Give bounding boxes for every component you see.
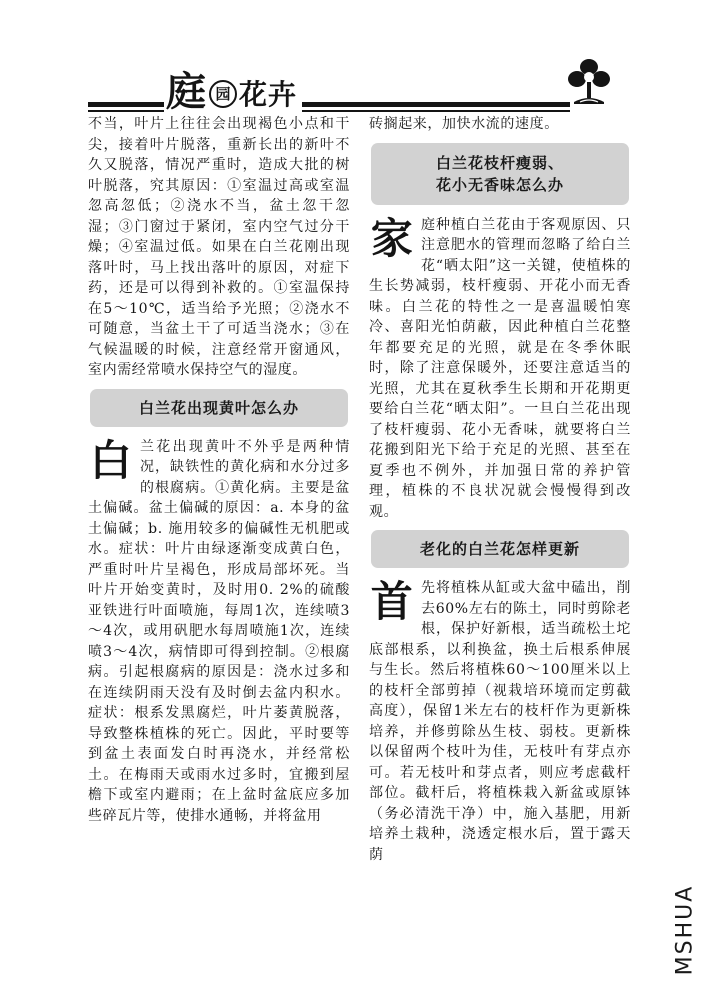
header-rule-left [88, 102, 164, 107]
watermark [670, 870, 700, 990]
section-heading-line-2: 花小无香味怎么办 [435, 175, 564, 194]
section-body-weak-stems [369, 215, 631, 523]
flower-logo-icon [568, 58, 610, 106]
right-column [369, 114, 631, 865]
section-heading-renewal [371, 530, 629, 568]
column-title-circled-char: 园 [209, 80, 237, 108]
column-title-big-char: 庭 [166, 68, 207, 115]
drop-cap: 首 [370, 577, 414, 626]
section-body-text: 先将植株从缸或大盆中磕出，削去60%左右的陈土，同时剪除老根，保护好新根，适当疏松土坨底部根系，以利换盆，换土后根系伸展与生长。然后将植株60～100厘米以上的枝杆全部剪掉（视栽培环境而定剪截高度），保留1米左右的枝杆作为更新株培养，并修剪除丛生枝、弱枝。更新株以保留两个枝叶为佳，无枝叶有芽点亦可。若无枝叶和芽点者，则应考虑截杆部位。截杆后，将植株栽入新盆或原钵（务必清洗干净）中，施入基肥，用新培养土栽种，浇透定根水后，置于露天荫 [369, 580, 631, 863]
column-title [166, 66, 298, 115]
section-body-yellow-leaves [88, 437, 350, 827]
drop-cap: 家 [370, 213, 414, 263]
section-heading-weak-stems [371, 143, 629, 205]
section-body-text: 兰花出现黄叶不外乎是两种情况，缺铁性的黄化病和水分过多的根腐病。①黄化病。主要是盆土偏碱。盆土偏碱的原因：a. 本身的盆土偏碱；b. 施用较多的偏碱性无机肥或水。症状：叶片由绿逐渐变成黄白色，严重时叶片呈褐色，形成局部坏死。当叶片开始变黄时，及时用0. 2%的硫酸亚铁进行叶面喷施，每周1次，连续喷3～4次，或用矾肥水每周喷施1次，连续喷3～4次，病情即可得到控制。②根腐病。引起根腐病的原因是：浇水过多和在连续阴雨天没有及时倒去盆内积水。症状：根系发黑腐烂，叶片萎黄脱落，导致整株植株的死亡。因此，平时要等到盆土表面发白时再浇水，并经常松土。在梅雨天或雨水过多时，宜搬到屋檐下或室内避雨；在上盆时盆底应多加些碎瓦片等，使排水通畅，并将盆用 [88, 438, 350, 824]
section-body-text: 庭种植白兰花由于客观原因、只注意肥水的管理而忽略了给白兰花“晒太阳”这一关键，使植株的生长势减弱，枝杆瘦弱、开花小而无香味。白兰花的特性之一是喜温暖怕寒冷、喜阳光怕荫蔽，因此种植白兰花整年都要充足的光照，就是在冬季休眠时，除了注意保暖外，还要注意适当的光照，尤其在夏秋季生长期和开花期更要给白兰花“晒太阳”。一旦白兰花出现了枝杆瘦弱、花小无香味，就要将白兰花搬到阳光下给于充足的光照、甚至在夏季也不例外，并加强日常的养护管理，植株的不良状况就会慢慢得到改观。 [369, 216, 631, 520]
left-column [88, 114, 350, 826]
right-continued-paragraph: 砖搁起来，加快水流的速度。 [369, 116, 559, 132]
watermark-text: MSHUA [672, 884, 698, 976]
left-continued-paragraph: 不当，叶片上往往会出现褐色小点和干尖，接着叶片脱落，重新长出的新叶不久又脱落，情况严重时，造成大批的树叶脱落，究其原因：①室温过高或室温忽高忽低；②浇水不当，盆土忽干忽湿；③门窗过于紧闭，室内空气过分干燥；④室温过低。如果在白兰花刚出现落叶时，马上找出落叶的原因，对症下药，还是可以得到补救的。①室温保持在5～10℃，适当给予光照；②浇水不可随意，当盆土干了可适当浇水；③在气候温暖的时候，注意经常开窗通风，室内需经常喷水保持空气的湿度。 [88, 116, 350, 378]
drop-cap: 白 [89, 435, 133, 485]
section-heading-text: 白兰花出现黄叶怎么办 [138, 398, 299, 417]
section-body-renewal [369, 578, 631, 865]
column-title-rest: 花卉 [239, 78, 298, 111]
header-rule-left-thin [88, 110, 164, 112]
header-rule-right-thin [302, 110, 570, 112]
section-heading-text: 老化的白兰花怎样更新 [419, 540, 580, 558]
section-heading-yellow-leaves [90, 389, 348, 427]
section-heading-line-1: 白兰花枝杆瘦弱、 [435, 153, 564, 172]
header-rule-right [302, 102, 570, 107]
